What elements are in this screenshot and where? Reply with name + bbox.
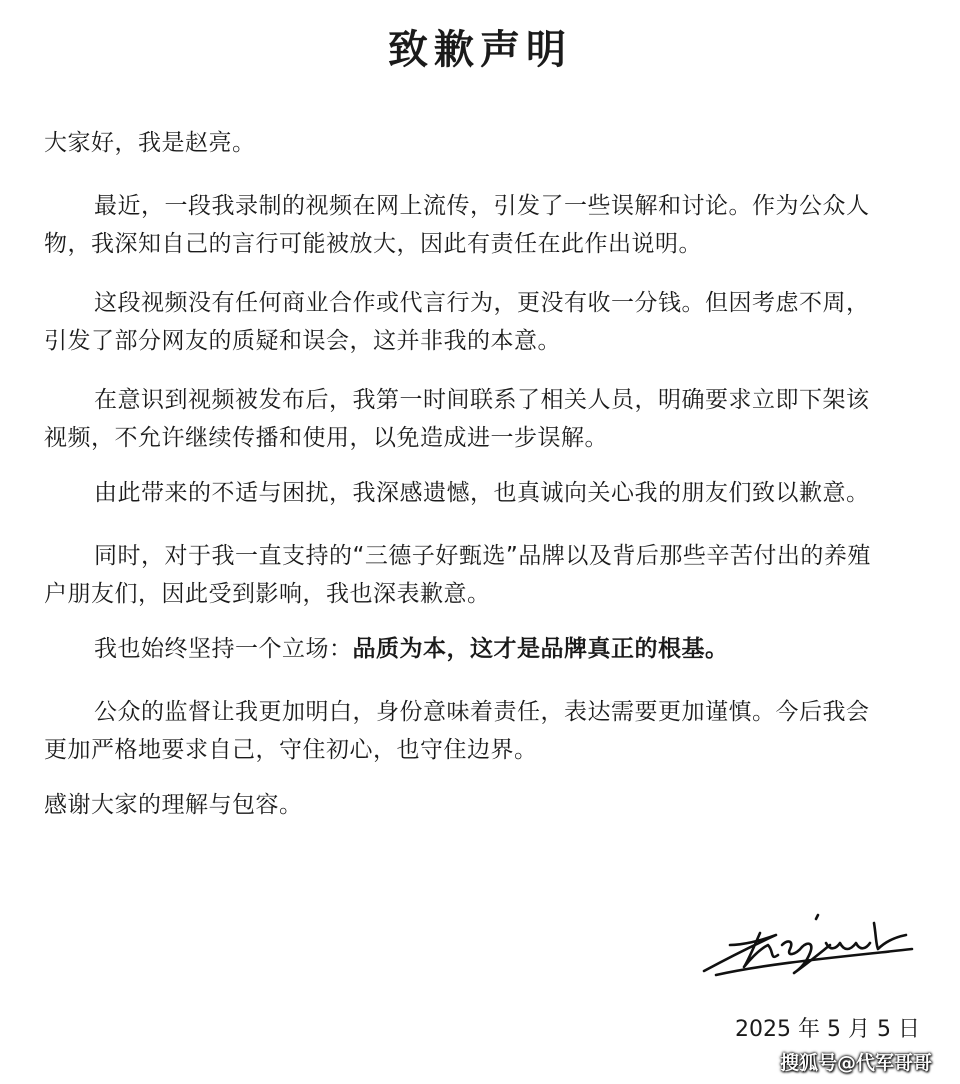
paragraph-7-line-2: 更加严格地要求自己，守住初心，也守住边界。 — [44, 737, 538, 763]
paragraph-3-line-1: 在意识到视频被发布后，我第一时间联系了相关人员，明确要求立即下架该 — [94, 387, 870, 413]
paragraph-2 — [44, 284, 870, 360]
paragraph-5-line-2: 户朋友们，因此受到影响，我也深表歉意。 — [44, 581, 491, 607]
page-title: 致歉声明 — [388, 27, 572, 73]
paragraph-1-line-1: 最近，一段我录制的视频在网上流传，引发了一些误解和讨论。作为公众人 — [94, 193, 870, 219]
paragraph-6-emphasis: 品质为本，这才是品牌真正的根基。 — [352, 636, 729, 662]
paragraph-5-line-1: 同时，对于我一直支持的“三德子好甄选”品牌以及背后那些辛苦付出的养殖 — [94, 543, 871, 569]
paragraph-2-line-1: 这段视频没有任何商业合作或代言行为，更没有收一分钱。但因考虑不周， — [94, 290, 870, 316]
paragraph-1 — [44, 187, 870, 263]
paragraph-6 — [94, 630, 729, 668]
paragraph-6-lead: 我也始终坚持一个立场： — [94, 636, 353, 662]
watermark: 搜狐号@代军哥哥 — [780, 1052, 933, 1074]
closing-line: 感谢大家的理解与包容。 — [44, 792, 303, 818]
paragraph-1-line-2: 物，我深知自己的言行可能被放大，因此有责任在此作出说明。 — [44, 231, 702, 257]
paragraph-2-line-2: 引发了部分网友的质疑和误会，这并非我的本意。 — [44, 328, 561, 354]
greeting: 大家好，我是赵亮。 — [44, 130, 256, 156]
paragraph-7 — [44, 693, 870, 769]
paragraph-7-line-1: 公众的监督让我更加明白，身份意味着责任，表达需要更加谨慎。今后我会 — [94, 699, 870, 725]
paragraph-3-line-2: 视频，不允许继续传播和使用，以免造成进一步误解。 — [44, 425, 608, 451]
paragraph-3 — [44, 381, 870, 457]
paragraph-4: 由此带来的不适与困扰，我深感遗憾，也真诚向关心我的朋友们致以歉意。 — [94, 480, 870, 506]
paragraph-5 — [44, 537, 871, 613]
statement-date: 2025 年 5 月 5 日 — [735, 1017, 920, 1042]
handwritten-signature-icon — [690, 905, 920, 985]
